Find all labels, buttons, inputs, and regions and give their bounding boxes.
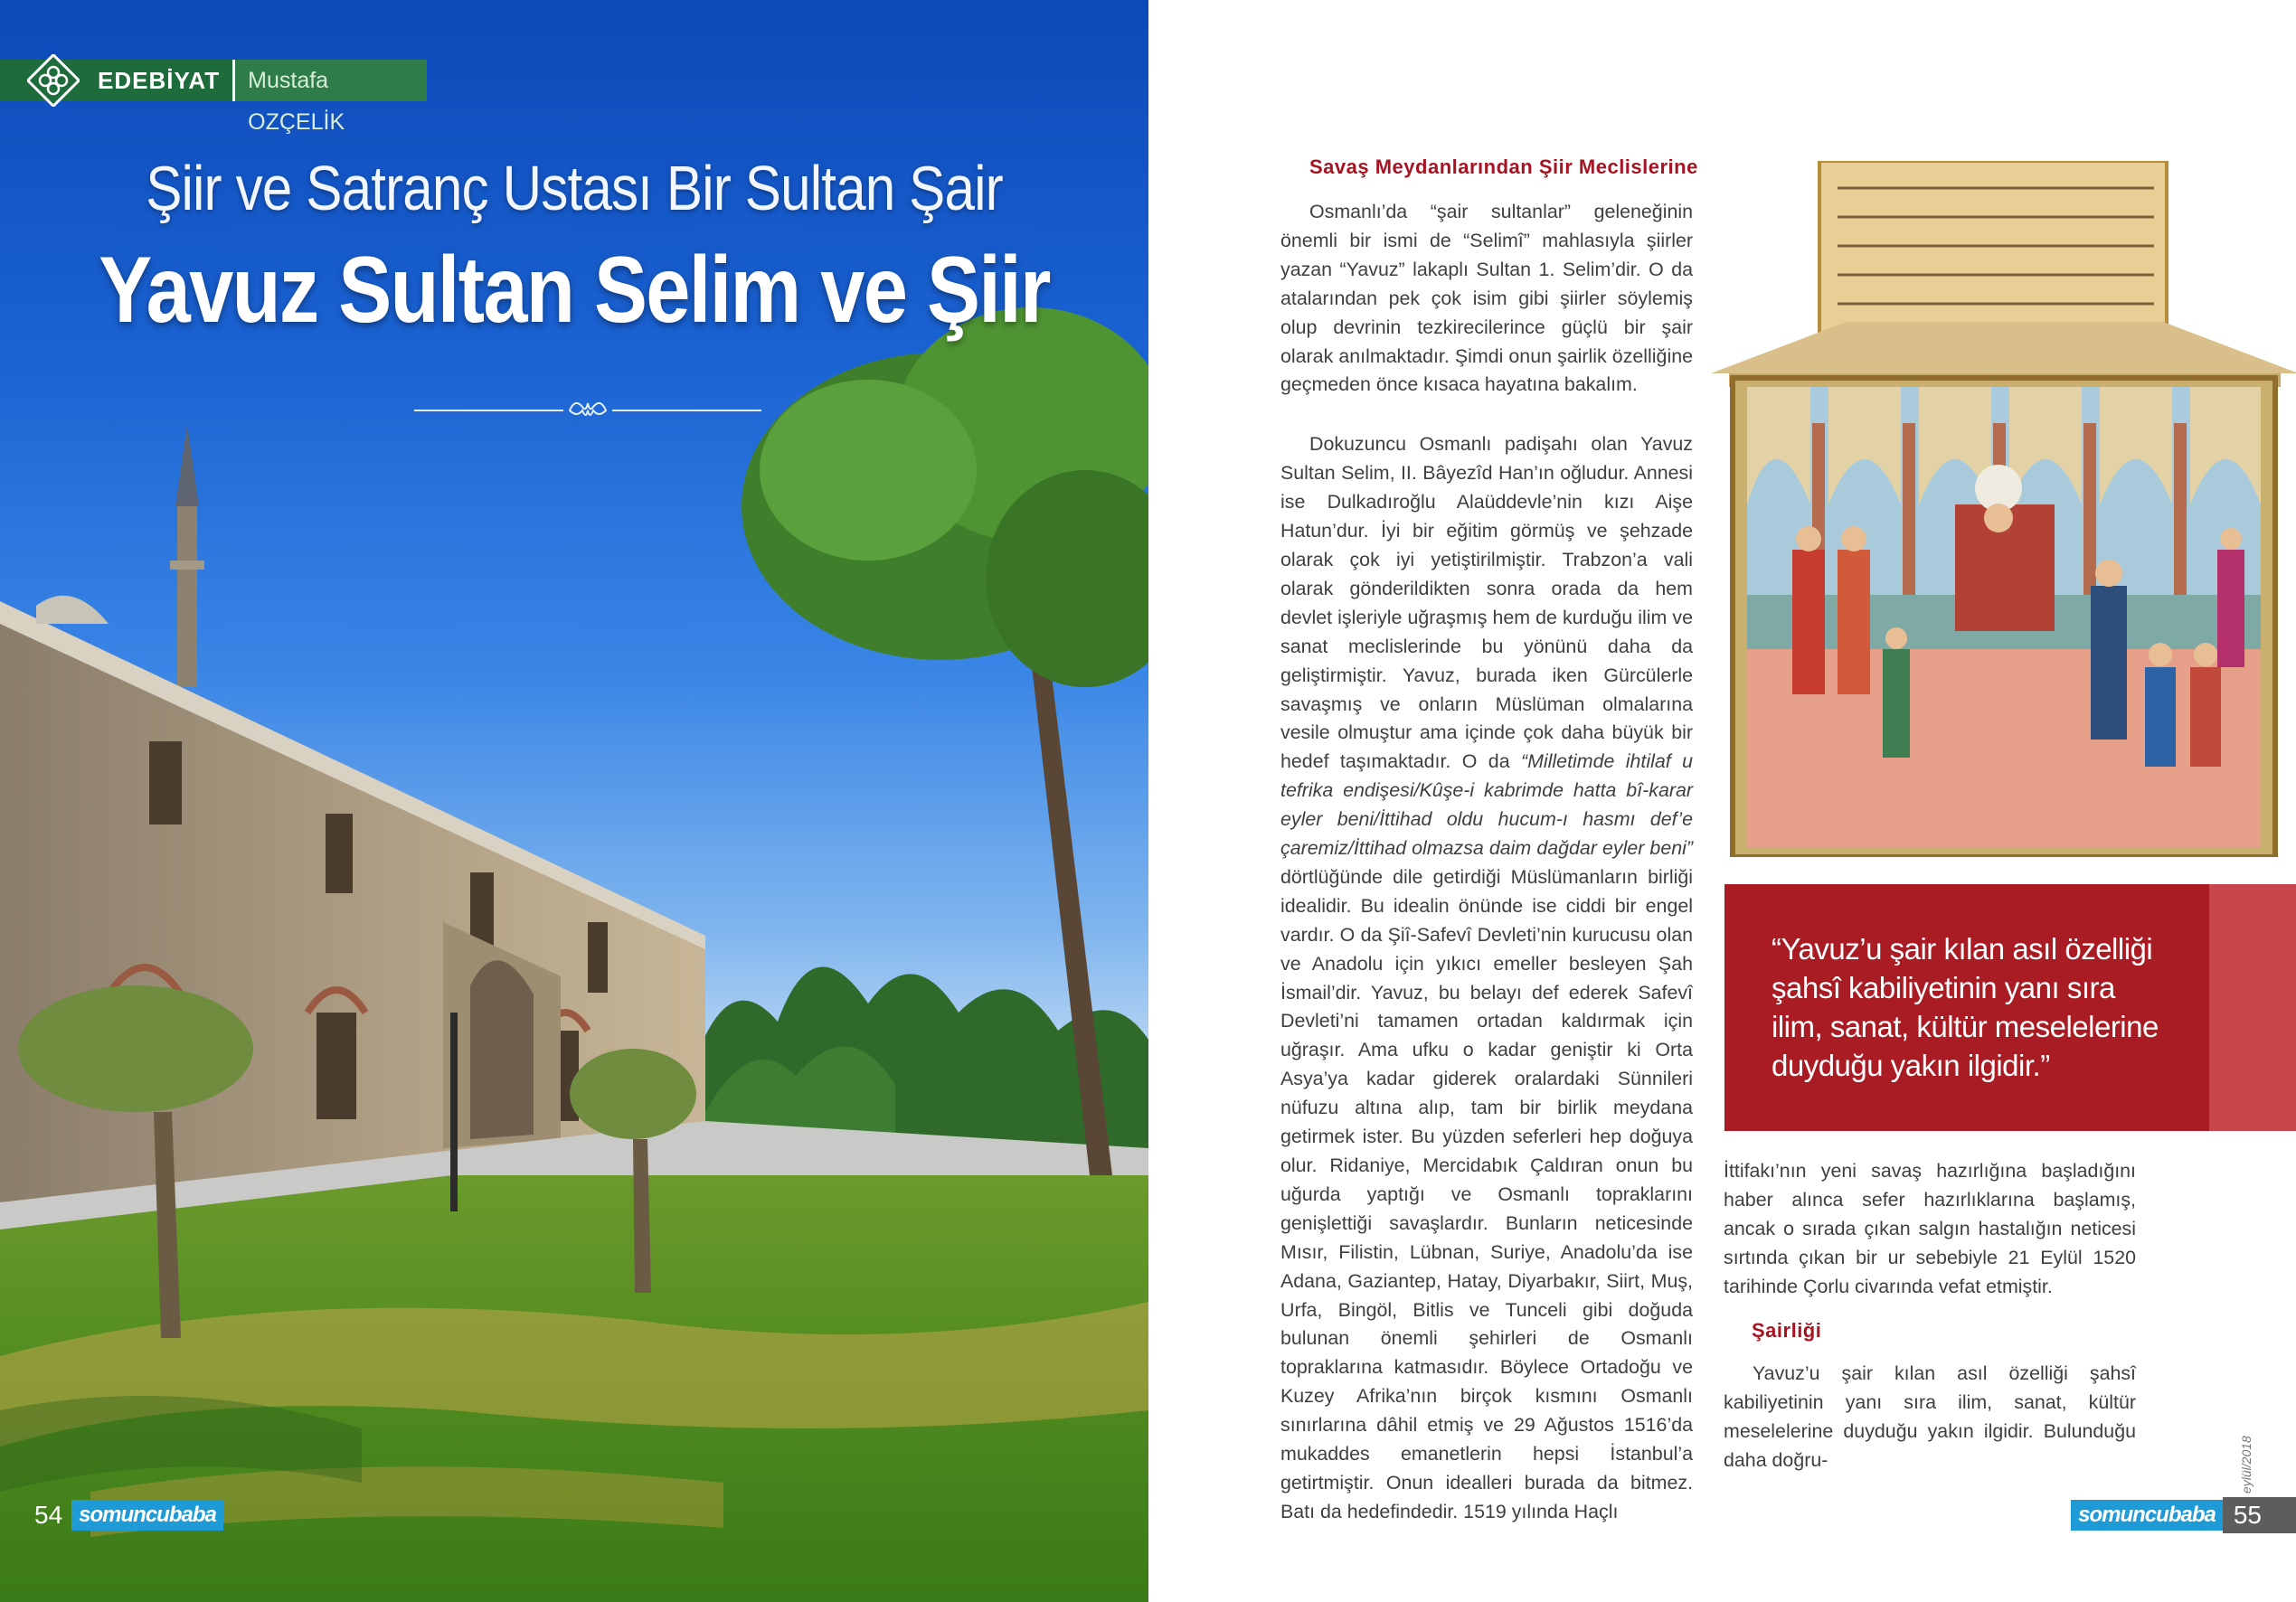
ottoman-miniature-painting	[1711, 161, 2296, 857]
article-title: Yavuz Sultan Selim ve Şiir	[99, 238, 1050, 343]
paragraph-poetry: Yavuz’u şair kılan asıl özelliği şahsî kabiliyetinin yanı sıra ilim, sanat, kültür meselelerine duyduğu yakın ilgidir. Bulunduğu daha doğru-	[1724, 1362, 2136, 1471]
text-column-2	[1724, 1157, 2136, 1302]
text-column-2b	[1724, 1360, 2136, 1475]
pull-quote-stripe	[2209, 884, 2296, 1131]
section-emblem	[0, 60, 94, 101]
ornament-icon	[27, 54, 80, 107]
section-tag	[0, 60, 427, 135]
poem-quote-inline: “Milletimde ihtilaf u tefrika endişesi/Kûşe-i kabrimde hatta bî-karar eyler beni/İttihad oldu hucum-ı hasmı def’e çaremiz/İttihad olmazsa daim dağdar eyler beni”	[1280, 750, 1694, 860]
right-page-footer	[2071, 1497, 2296, 1533]
title-divider-ornament	[414, 394, 761, 427]
pull-quote-text: “Yavuz’u şair kılan asıl özelliği şahsî kabiliyetinin yanı sıra ilim, sanat, kültür meselelerine duyduğu yakın ilgidir.”	[1772, 932, 2159, 1082]
page-number-left: 54	[34, 1501, 63, 1529]
section-heading-1: Savaş Meydanlarından Şiir Meclislerine	[1309, 155, 1698, 178]
magazine-name-right: somuncubaba	[2071, 1500, 2223, 1531]
paragraph-intro: Osmanlı’da “şair sultanlar” geleneğinin önemli bir ismi de “Selimî” mahlasıyla şiirler yazan “Yavuz” lakaplı Sultan 1. Selim’dir. O da atalarından pek çok isim gibi şiirler söylemiş olup devrinin tezkirecilerince güçlü bir şair olarak anılmaktadır. Şimdi onun şairlik özelliğine geçmeden önce kısaca hayatına bakalım.	[1280, 201, 1693, 396]
author-name: Mustafa OZÇELİK	[232, 60, 427, 101]
article-subtitle: Şiir ve Satranç Ustası Bir Sultan Şair	[146, 153, 1003, 223]
left-page-footer	[0, 1497, 223, 1533]
page-number-box	[2223, 1497, 2296, 1533]
paragraph-biography	[1280, 430, 1693, 1526]
right-page	[1148, 0, 2296, 1602]
text-column-1	[1280, 198, 1693, 1527]
paragraph-biography-part-b: dörtlüğünde dile getirdiği Müslümanların birliği idealidir. Bu idealin önünde ise ciddi bir engel vardır. O da Şiî-Safevî Devleti’nin kurucusu olan ve Anadolu için yıkıcı emeller besleyen Şah İsmail’dir. Yavuz, bu belayı def ederek Safevî Devleti’ni tamamen ortadan kaldırmak için uğraşır. Ama ufku o kadar geniştir ki Orta Asya’ya kadar giderek oralardaki Sünnileri nüfuzu altına alıp, tam bir birlik meydana getirmek ister. Bu yüzden seferleri hep doğuya olur. Ridaniye, Mercidabık Çaldıran onun bu uğurda yaptığı ve Osmanlı topraklarını genişlettiği savaşlardır. Bunların neticesinde Mısır, Filistin, Lübnan, Suriye, Anadolu’da ise Adana, Gaziantep, Hatay, Diyarbakır, Siirt, Muş, Urfa, Bingöl, Bitlis ve Tunceli gibi doğuda bulunan önemli şehirleri de Osmanlı topraklarına katmasıdır. Böylece Ortadoğu ve Kuzey Afrika’nın birçok kısmını Osmanlı sınırlarına dâhil etmiş ve 29 Ağustos 1516’da mukaddes emanetlerin hepsi İstanbul’a getirtmiştir. Onun idealleri burada da bitmez. Batı da hedefindedir. 1519 yılında Haçlı	[1280, 865, 1693, 1522]
paragraph-continuation: İttifakı’nın yeni savaş hazırlığına başladığını haber alınca sefer hazırlıklarına başlamış, ancak o sırada çıkan salgın hastalığın neticesi sırtında çıkan bir ur sebebiyle 21 Eylül 1520 tarihinde Çorlu civarında vefat etmiştir.	[1724, 1160, 2136, 1297]
section-heading-2: Şairliği	[1752, 1319, 1822, 1342]
page-number-right: 55	[2233, 1501, 2262, 1529]
pull-quote-box	[1724, 884, 2296, 1131]
section-name: EDEBİYAT	[94, 60, 232, 101]
paragraph-biography-part-a: Dokuzuncu Osmanlı padişahı olan Yavuz Sultan Selim, II. Bâyezîd Han’ın oğludur. Annesi ise Dulkadıroğlu Alaüddevle’nin kızı Aişe Hatun’dur. İyi bir eğitim görmüş ve şehzade olarak çok iyi yetiştirilmiştir. Trabzon’a vali olarak gönderildikten sonra orada da hem devlet işleriyle uğraşmış hem de kurduğu ilim ve sanat meclislerinde bu yönünü daha da geliştirmiştir. Yavuz, burada iken Gürcülerle savaşmış ve onların Müslüman olmalarına vesile olmuştur ama içinde çok daha büyük bir hedef taşımaktadır. O da	[1280, 433, 1693, 773]
issue-date: eylül/2018	[2239, 1436, 2253, 1494]
magazine-name-left: somuncubaba	[71, 1500, 223, 1531]
